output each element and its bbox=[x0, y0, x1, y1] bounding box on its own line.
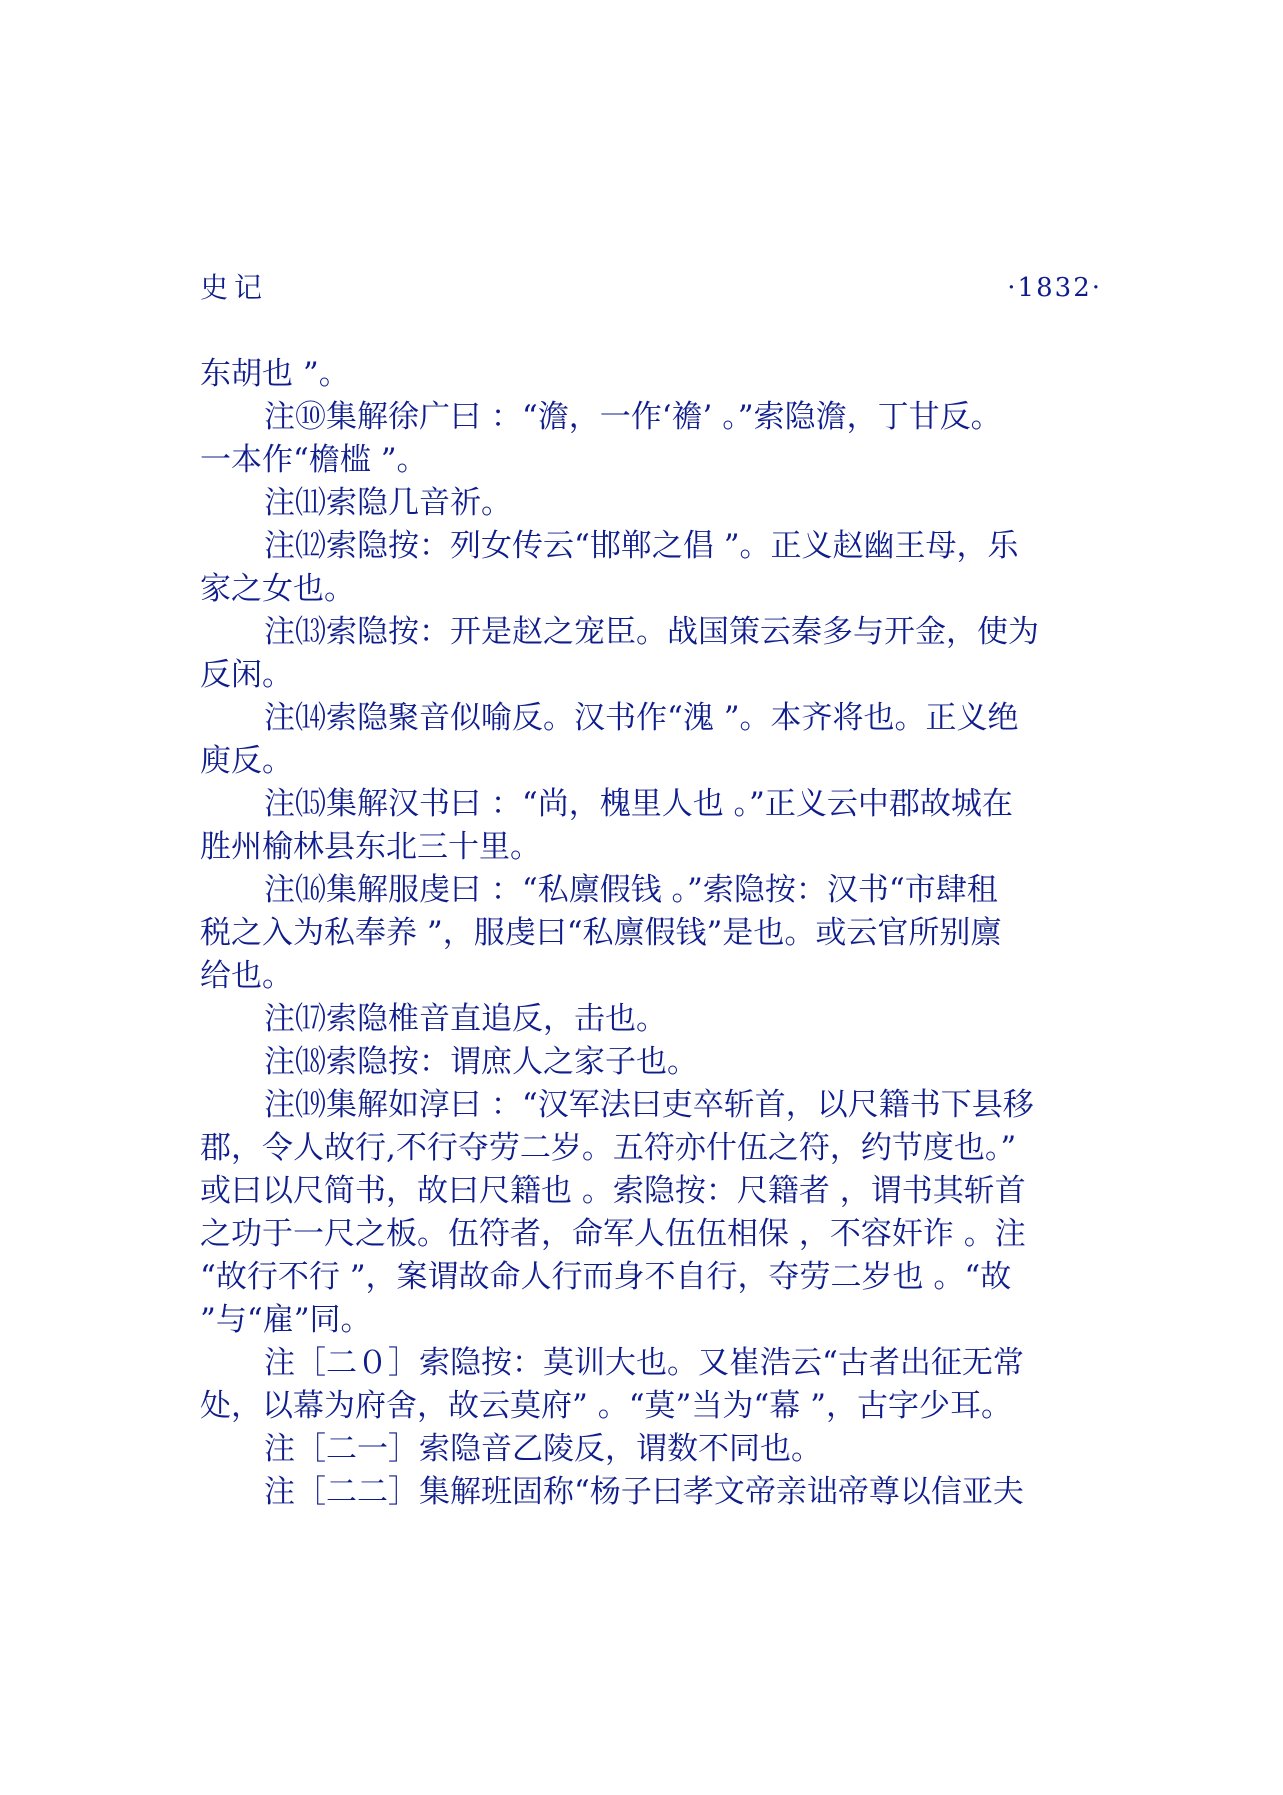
text-line: 东胡也 ”。 bbox=[200, 356, 350, 392]
text-line: 给也。 bbox=[200, 958, 293, 994]
text-line: 郡，令人故行,不行夺劳二岁。五符亦什伍之符，约节度也。” bbox=[200, 1130, 1017, 1166]
text-line: 之功于一尺之板。伍符者，命军人伍伍相保 ，不容奸诈 。注 bbox=[200, 1216, 1026, 1252]
text-line: 家之女也。 bbox=[200, 571, 355, 607]
text-line: 庾反。 bbox=[200, 743, 293, 779]
text-line: 注［二０］索隐按：莫训大也。又崔浩云“古者出征无常 bbox=[264, 1345, 1024, 1381]
text-line: 或曰以尺简书，故曰尺籍也 。索隐按：尺籍者 ，谓书其斩首 bbox=[200, 1173, 1026, 1209]
text-line: “故行不行 ”，案谓故命人行而身不自行，夺劳二岁也 。“故 bbox=[200, 1259, 1012, 1295]
text-line: 注⑩集解徐广曰 ：“澹，一作‘襜’ 。”索隐澹，丁甘反。 bbox=[264, 399, 1002, 435]
page-number: ·1832· bbox=[1007, 273, 1102, 303]
text-line: 税之入为私奉养 ”，服虔曰“私廪假钱”是也。或云官所别廪 bbox=[200, 915, 1002, 951]
text-line: 注⒅索隐按：谓庶人之家子也。 bbox=[264, 1044, 698, 1080]
text-line: 注⒆集解如淳曰 ：“汉军法曰吏卒斩首，以尺籍书下县移 bbox=[264, 1087, 1034, 1123]
text-line: 注⒃集解服虔曰 ：“私廪假钱 。”索隐按：汉书“市肆租 bbox=[264, 872, 998, 908]
text-line: 胜州榆林县东北三十里。 bbox=[200, 829, 541, 865]
text-line: 注［二二］集解班固称“杨子曰孝文帝亲诎帝尊以信亚夫 bbox=[264, 1474, 1024, 1510]
text-line: 处，以幕为府舍，故云莫府” 。“莫”当为“幕 ”，古字少耳。 bbox=[200, 1388, 1012, 1424]
text-line: 反闲。 bbox=[200, 657, 293, 693]
text-line: 注⑾索隐几音祈。 bbox=[264, 485, 512, 521]
text-line: 注⒂集解汉书曰 ：“尚，槐里人也 。”正义云中郡故城在 bbox=[264, 786, 1013, 822]
book-title: 史记 bbox=[200, 271, 269, 304]
annotation-text-block bbox=[200, 353, 1120, 1514]
text-line: ”与“雇”同。 bbox=[200, 1302, 372, 1338]
page-header bbox=[200, 268, 1102, 308]
text-line: 注［二一］索隐音乙陵反，谓数不同也。 bbox=[264, 1431, 822, 1467]
text-line: 一本作“檐槛 ”。 bbox=[200, 442, 428, 478]
text-line: 注⑿索隐按：列女传云“邯郸之倡 ”。正义赵幽王母，乐 bbox=[264, 528, 1019, 564]
text-line: 注⒀索隐按：开是赵之宠臣。战国策云秦多与开金，使为 bbox=[264, 614, 1039, 650]
text-line: 注⒁索隐聚音似喻反。汉书作“溾 ”。本齐将也。正义绝 bbox=[264, 700, 1019, 736]
text-line: 注⒄索隐椎音直追反，击也。 bbox=[264, 1001, 667, 1037]
